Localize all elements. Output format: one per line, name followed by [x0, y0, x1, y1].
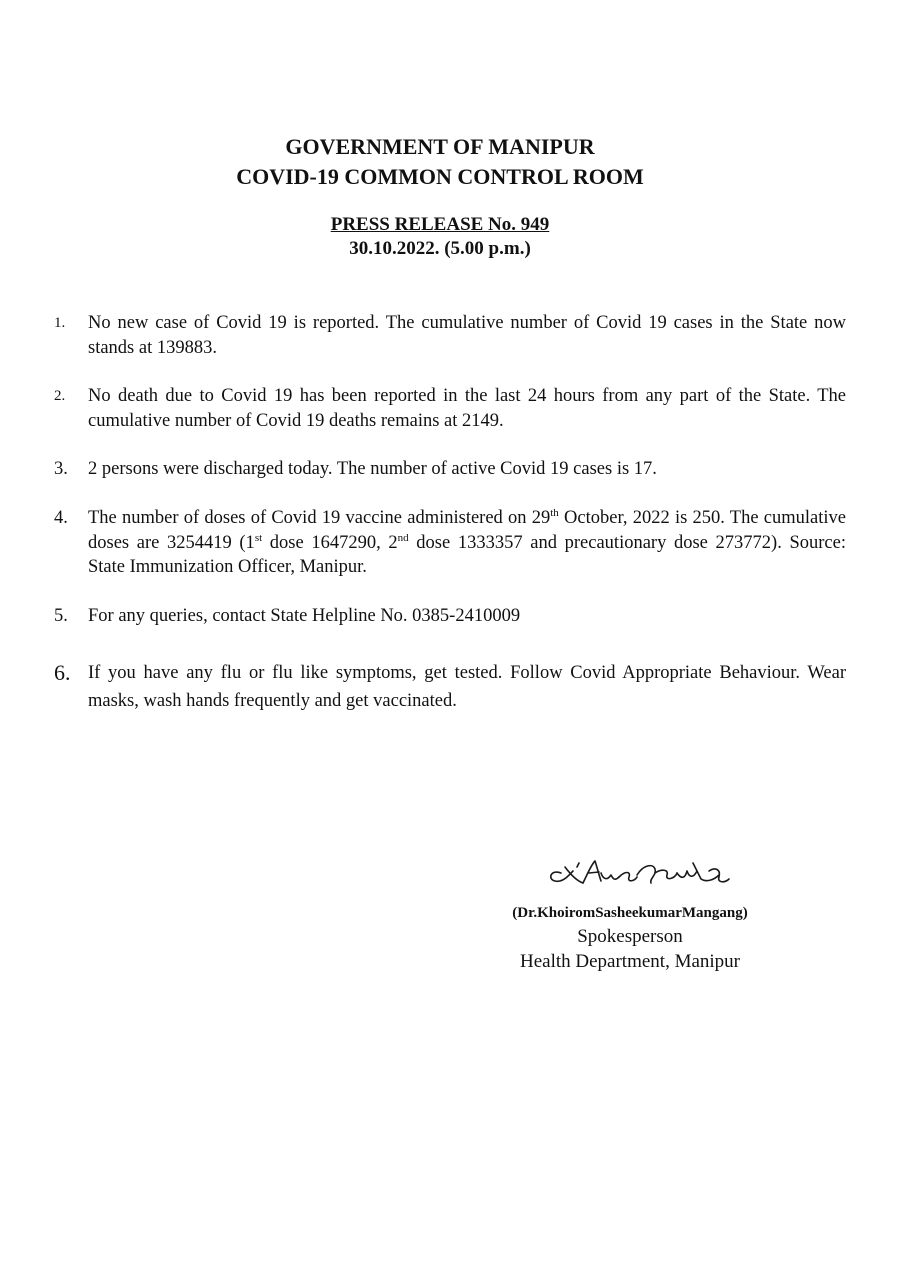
- press-release-number: PRESS RELEASE No. 949: [330, 214, 550, 235]
- list-item: [54, 506, 846, 580]
- list-item: [54, 457, 846, 482]
- item-number: 3.: [54, 459, 68, 479]
- letterhead: [0, 132, 880, 192]
- item-text: If you have any flu or flu like symptoms, get tested. Follow Covid Appropriate Behaviour. Wear masks, wash hands frequently and get vaccinated.: [88, 663, 846, 711]
- government-name: GOVERNMENT OF MANIPUR: [285, 134, 595, 159]
- item-text: No death due to Covid 19 has been reported in the last 24 hours from any part of the State. The cumulative number of Covid 19 deaths remains at 2149.: [88, 386, 846, 431]
- item-text: 2 persons were discharged today. The number of active Covid 19 cases is 17.: [88, 459, 657, 479]
- list-item: [54, 311, 846, 360]
- signatory-block: [470, 902, 790, 974]
- item-number: 5.: [54, 606, 68, 626]
- item-number: 1.: [54, 315, 66, 331]
- list-item: [54, 659, 846, 715]
- control-room-name: COVID-19 COMMON CONTROL ROOM: [236, 164, 644, 189]
- item-number: 4.: [54, 508, 68, 528]
- item-number: 2.: [54, 388, 66, 404]
- item-text: For any queries, contact State Helpline No. 0385-2410009: [88, 606, 521, 626]
- item-text: The number of doses of Covid 19 vaccine administered on 29th October, 2022 is 250. The cumulative doses are 3254419 (1st dose 1647290, 2nd dose 1333357 and precautionary dose 273772). Source: State Immunization Officer, Manipur.: [88, 506, 846, 577]
- handwritten-signature: [543, 853, 733, 893]
- list-item: [54, 604, 846, 629]
- release-heading: [0, 213, 880, 261]
- release-datetime: 30.10.2022. (5.00 p.m.): [349, 238, 531, 259]
- signatory-role: Spokesperson: [577, 926, 683, 947]
- signatory-name: (Dr.KhoiromSasheekumarMangang): [512, 905, 748, 921]
- list-item: [54, 384, 846, 433]
- signatory-department: Health Department, Manipur: [519, 951, 740, 972]
- item-text: No new case of Covid 19 is reported. The cumulative number of Covid 19 cases in the State now stands at 139883.: [88, 313, 846, 358]
- item-number: 6.: [54, 660, 71, 685]
